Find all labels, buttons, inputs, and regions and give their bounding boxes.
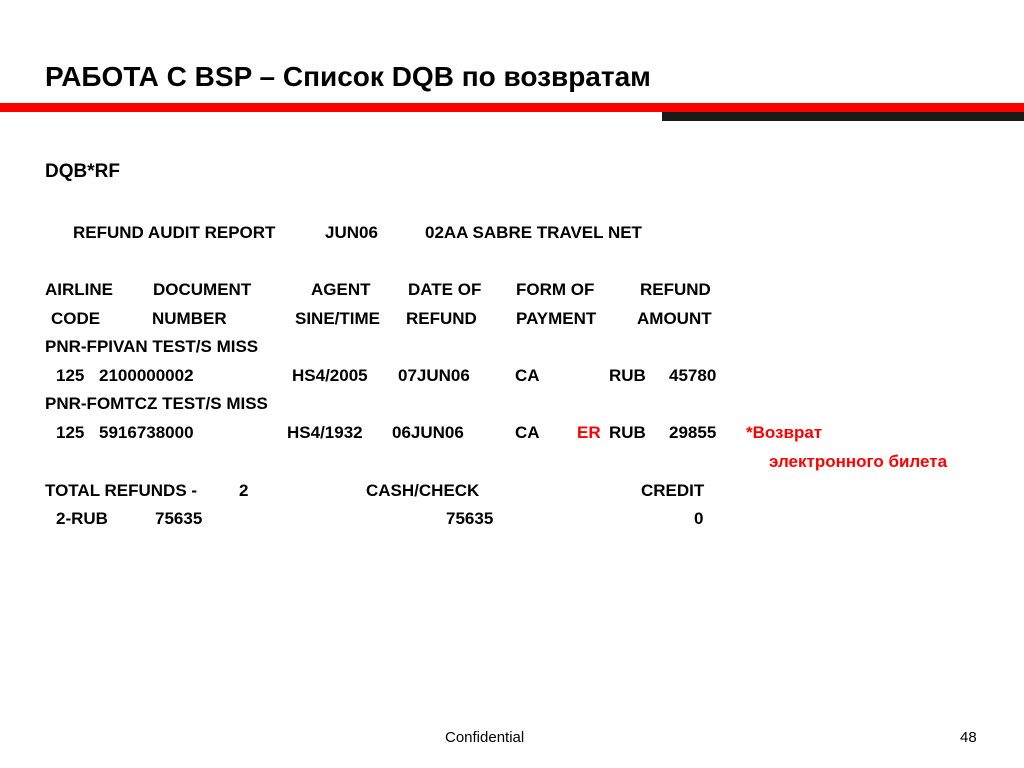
pnr-line: PNR-FOMTCZ TEST/S MISS xyxy=(45,394,268,413)
command-text: DQB*RF xyxy=(45,161,120,182)
slide-title: РАБОТА С BSP – Список DQB по возвратам xyxy=(45,61,651,92)
title-underline-dark xyxy=(662,112,1024,121)
column-header-document: DOCUMENT xyxy=(153,280,252,299)
entry-date: 06JUN06 xyxy=(392,423,464,442)
entry-code: 125 xyxy=(56,423,85,442)
page-number: 48 xyxy=(960,729,977,746)
column-header-refund: REFUND xyxy=(640,280,711,299)
title-underline-red xyxy=(0,103,1024,112)
totals-credit-amount: 0 xyxy=(694,509,704,528)
column-header-agent: AGENT xyxy=(311,280,371,299)
entry-form: CA xyxy=(515,366,540,385)
totals-total-amount: 75635 xyxy=(155,509,203,528)
column-header-amount: AMOUNT xyxy=(637,309,712,328)
totals-label: TOTAL REFUNDS - xyxy=(45,481,198,500)
totals-count: 2 xyxy=(239,481,249,500)
entry-amount: 29855 xyxy=(669,423,717,442)
report-title: REFUND AUDIT REPORT xyxy=(73,223,276,242)
entry-form: CA xyxy=(515,423,540,442)
column-header-code: CODE xyxy=(51,309,101,328)
column-header-date: DATE OF xyxy=(408,280,482,299)
totals-currency: 2-RUB xyxy=(56,509,108,528)
column-header-sine-time: SINE/TIME xyxy=(295,309,381,328)
column-header-form: FORM OF xyxy=(516,280,595,299)
totals-cash-label: CASH/CHECK xyxy=(366,481,480,500)
entry-amount: 45780 xyxy=(669,366,717,385)
e-ticket-note-line1: *Возврат xyxy=(746,423,823,442)
totals-credit-label: CREDIT xyxy=(641,481,705,500)
entry-currency: RUB xyxy=(609,366,646,385)
entry-document: 5916738000 xyxy=(99,423,194,442)
entry-er-flag: ER xyxy=(577,423,601,442)
entry-code: 125 xyxy=(56,366,85,385)
footer-confidential: Confidential xyxy=(445,729,525,746)
entry-currency: RUB xyxy=(609,423,646,442)
report-agency: 02AA SABRE TRAVEL NET xyxy=(425,223,642,242)
column-header-refund-date: REFUND xyxy=(406,309,477,328)
column-header-number: NUMBER xyxy=(152,309,227,328)
column-header-payment: PAYMENT xyxy=(516,309,597,328)
column-header-airline: AIRLINE xyxy=(45,280,113,299)
pnr-line: PNR-FPIVAN TEST/S MISS xyxy=(45,337,259,356)
totals-cash-amount: 75635 xyxy=(446,509,494,528)
entry-agent: HS4/2005 xyxy=(292,366,368,385)
e-ticket-note-line2: электронного билета xyxy=(769,452,948,471)
report-period: JUN06 xyxy=(325,223,378,242)
entry-date: 07JUN06 xyxy=(398,366,470,385)
entry-agent: HS4/1932 xyxy=(287,423,363,442)
entry-document: 2100000002 xyxy=(99,366,194,385)
